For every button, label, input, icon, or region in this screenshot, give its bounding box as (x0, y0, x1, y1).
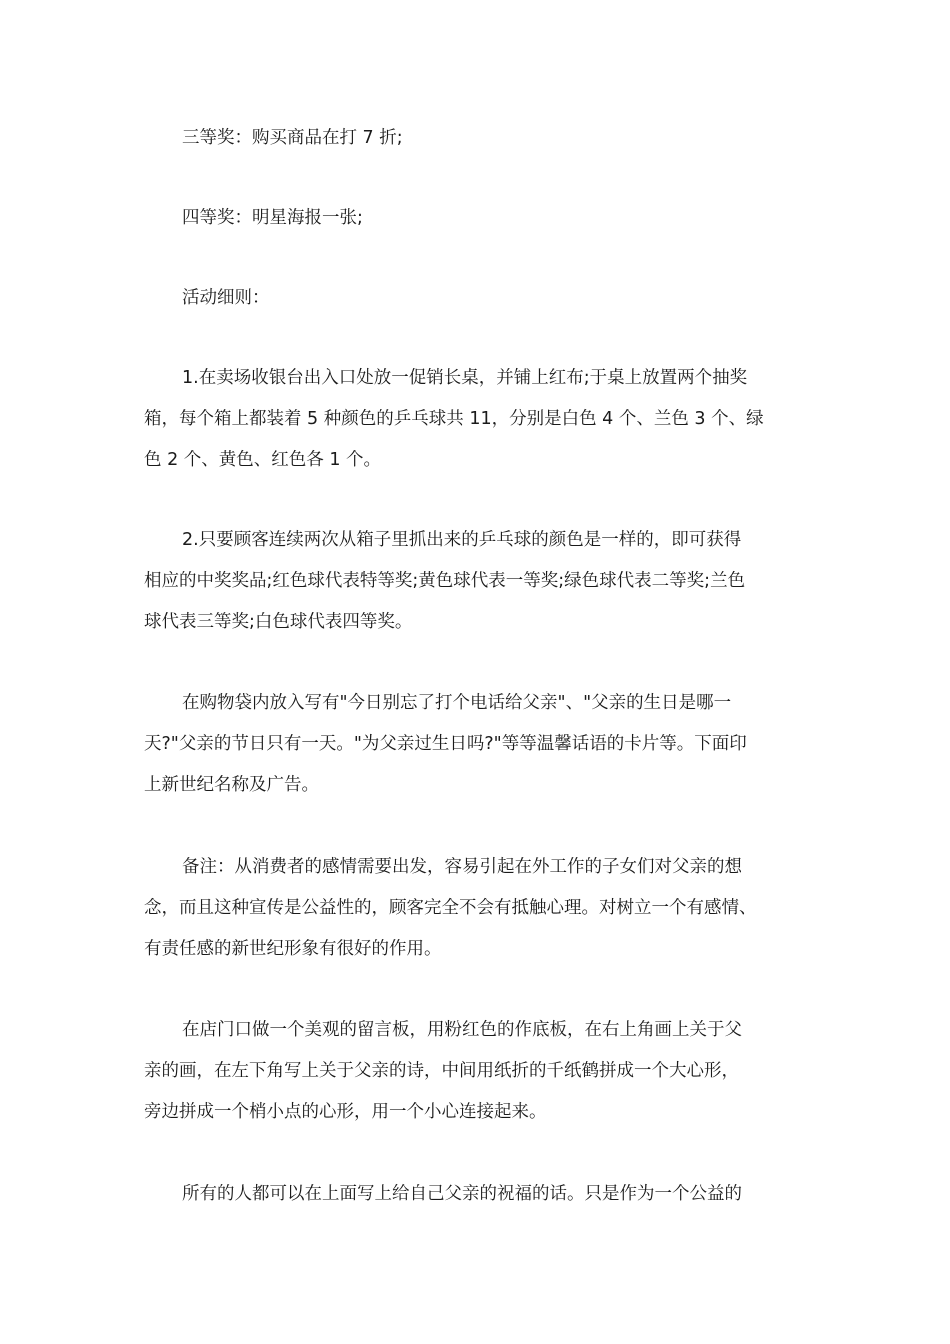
paragraph-line: 旁边拼成一个梢小点的心形，用一个小心连接起来。 (144, 1102, 547, 1122)
paragraph-line: 1.在卖场收银台出入口处放一促销长桌，并铺上红布;于桌上放置两个抽奖 (182, 368, 748, 388)
paragraph-line: 活动细则： (182, 288, 270, 308)
paragraph-line: 箱，每个箱上都装着 5 种颜色的乒乓球共 11，分别是白色 4 个、兰色 3 个、绿 (144, 409, 764, 429)
paragraph-rule-1 (144, 358, 804, 481)
paragraph-line: 有责任感的新世纪形象有很好的作用。 (144, 939, 442, 959)
paragraph-message-board (144, 1010, 804, 1133)
paragraph-remarks (144, 847, 804, 970)
paragraph-line: 三等奖：购买商品在打 7 折; (182, 128, 403, 148)
paragraph-line: 念，而且这种宣传是公益性的，顾客完全不会有抵触心理。对树立一个有感情、 (144, 898, 757, 918)
paragraph-line: 球代表三等奖;白色球代表四等奖。 (144, 612, 413, 632)
paragraph-third-prize (144, 118, 804, 159)
paragraph-line: 2.只要顾客连续两次从箱子里抓出来的乒乓球的颜色是一样的，即可获得 (182, 530, 742, 550)
paragraph-line: 色 2 个、黄色、红色各 1 个。 (144, 450, 382, 470)
paragraph-line: 备注：从消费者的感情需要出发，容易引起在外工作的子女们对父亲的想 (182, 857, 742, 877)
paragraph-line: 天?"父亲的节日只有一天。"为父亲过生日吗?"等等温馨话语的卡片等。下面印 (144, 734, 747, 754)
paragraph-rule-2 (144, 520, 804, 643)
paragraph-shopping-bag (144, 683, 804, 806)
paragraph-line: 所有的人都可以在上面写上给自己父亲的祝福的话。只是作为一个公益的 (182, 1184, 742, 1204)
paragraph-rules-heading (144, 278, 804, 319)
paragraph-line: 在购物袋内放入写有"今日别忘了打个电话给父亲"、"父亲的生日是哪一 (182, 693, 732, 713)
paragraph-line: 四等奖：明星海报一张; (182, 208, 363, 228)
paragraph-fourth-prize (144, 198, 804, 239)
paragraph-blessings (144, 1174, 804, 1215)
paragraph-line: 相应的中奖奖品;红色球代表特等奖;黄色球代表一等奖;绿色球代表二等奖;兰色 (144, 571, 746, 591)
paragraph-line: 亲的画，在左下角写上关于父亲的诗，中间用纸折的千纸鹤拼成一个大心形， (144, 1061, 739, 1081)
paragraph-line: 上新世纪名称及广告。 (144, 775, 319, 795)
paragraph-line: 在店门口做一个美观的留言板，用粉红色的作底板，在右上角画上关于父 (182, 1020, 742, 1040)
